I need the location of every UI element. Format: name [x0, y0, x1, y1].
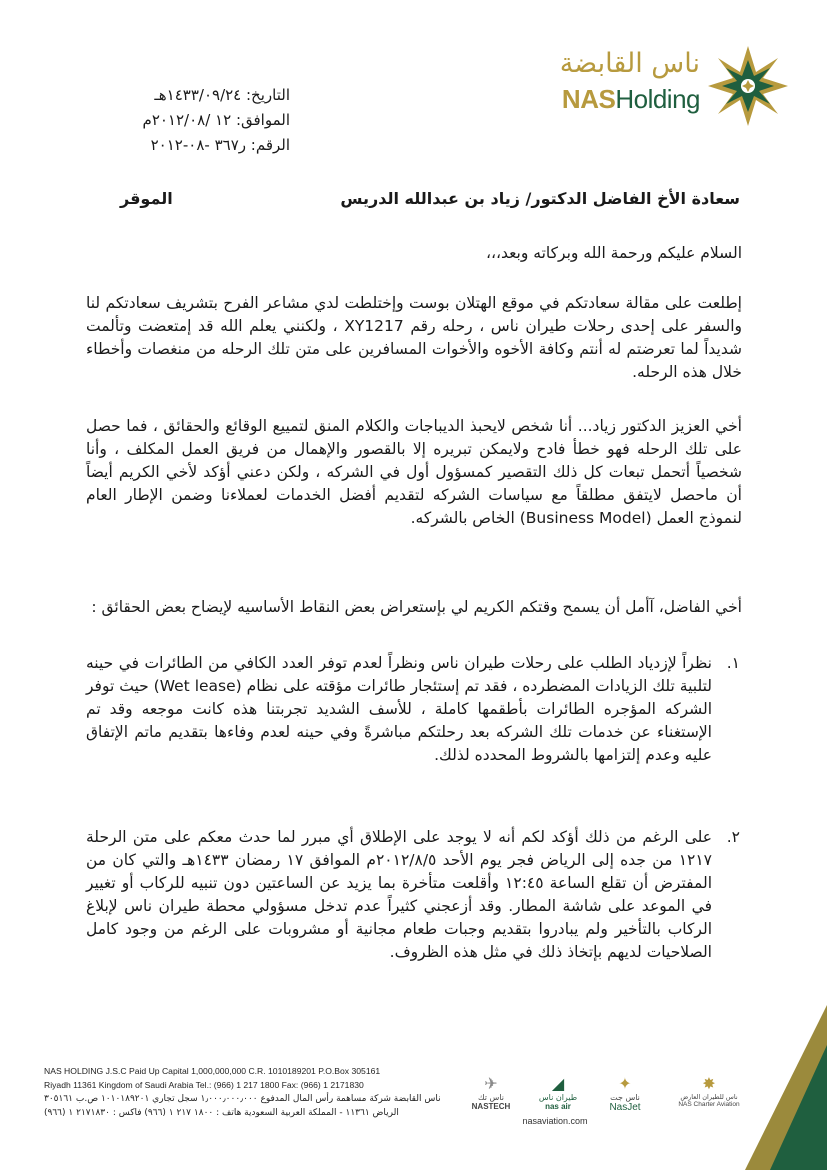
footer-english-address: [44, 1064, 464, 1092]
list-item-number: ٢.: [726, 828, 740, 846]
recipient-honorific: الموقر: [120, 189, 173, 208]
list-item-number: ١.: [726, 654, 740, 672]
footer-arabic-line: الرياض ١١٣٦١ - المملكة العربية السعودية هاتف : ١٨٠٠ ٢١٧ ١ (٩٦٦) فاكس : ٢١٧١٨٣٠ ١ (٩٦٦): [44, 1108, 399, 1118]
date-gregorian: الموافق: ١٢ /٢٠١٢/٠٨م: [142, 111, 290, 129]
footer-arabic-address: [44, 1092, 464, 1120]
list-item-text: على الرغم من ذلك أؤكد لكم أنه لا يوجد على الإطلاق أي مبرر لما حدث معكم على متن الرحلة ١٢١٧ من جده إلى الرياض فجر يوم الأحد ٢٠١٢/٨/٥م الموافق ١٧ رمضان ١٤٣٣هـ والتي كان من المفترض أن تقلع الساعة ١٢:٤٥ وأقلعت متأخرة بما يزيد عن الساعتين دون تنبيه للركاب أو تغيير في الموعد على شاشة المطار. وقد أزعجني كثيراً عدم تدخل مسؤولي محطة طيران ناس لإبلاغ الركاب بالتأخير ولم يبادروا بتقديم وجبات طعام مجانية أو مشروبات على الرغم من وجود كامل الصلاحيات لديهم بإتخاذ ذلك في مثل هذه الظروف.: [86, 828, 712, 961]
footer-arabic-line: ناس القابضة شركة مساهمة رأس المال المدفوع ١٫٠٠٠٫٠٠٠٫٠٠٠ سجل تجاري ١٠١٠١٨٩٢٠١ ص.ب ٣٠٥١٦١: [44, 1094, 441, 1104]
greeting: السلام عليكم ورحمة الله وبركاته وبعد،،،: [485, 244, 742, 262]
logo-arabic-text: ناس القابضة: [559, 48, 700, 79]
charter-star-icon: ✸: [702, 1074, 716, 1093]
logo-english-text: [522, 84, 700, 115]
nasjet-icon: ✦: [618, 1074, 632, 1093]
footer-english-line: NAS HOLDING J.S.C Paid Up Capital 1,000,000,000 C.R. 1010189201 P.O.Box 305161: [44, 1066, 381, 1076]
logo-holding: Holding: [615, 84, 700, 114]
brand-nasjet-logo: ✦ ناس جت NasJet: [600, 1075, 650, 1113]
brand-nasair-logo: ◢ طيران ناس nas air: [532, 1075, 584, 1111]
website-link[interactable]: nasaviation.com: [522, 1116, 588, 1126]
list-item: [86, 652, 742, 767]
nas-star-logo-icon: [706, 44, 790, 128]
brand-charter-logo: ✸ ناس للطيران العارض NAS Charter Aviation: [678, 1074, 740, 1108]
list-item: [86, 826, 742, 964]
date-hijri: التاريخ: ١٤٣٣/٠٩/٢٤هـ: [154, 86, 290, 104]
footer-english-line: Riyadh 11361 Kingdom of Saudi Arabia Tel.: (966) 1 217 1800 Fax: (966) 1 2171830: [44, 1080, 364, 1090]
nastech-icon: ✈: [484, 1074, 498, 1093]
brand-nastech-logo: ✈ ناس تك NASTECH: [466, 1075, 516, 1111]
logo-nas: NAS: [561, 84, 616, 114]
paragraph-2: أخي العزيز الدكتور زياد... أنا شخص لايحبذ الديباجات والكلام المنق لتمييع الوقائع والحقائق ، فما حصل على تلك الرحله فهو خطأ فادح ولايمكن تبريره إلا بالقصور والإهمال من فريق العمل المكلف ، وأنا شخصياً أتحمل تبعات كل ذلك التقصير كمسؤول أول في الشركه ، ولكن دعني أؤكد لأخي الكريم أيضاً أن ماحصل لايتفق مطلقاً مع سياسات الشركه لتقديم أفضل الخدمات لعملاءنا وضمن الإطار العام لنموذج العمل (Business Model) الخاص بالشركه.: [86, 417, 742, 527]
reference-number: الرقم: ر٣٦٧ -٠٨-٢٠١٢: [150, 136, 290, 154]
paragraph-3: أخي الفاضل، آأمل أن يسمح وقتكم الكريم لي بإستعراض بعض النقاط الأساسيه لإيضاح بعض الحقائق :: [91, 598, 742, 616]
list-item-text: نظراً لإزدياد الطلب على رحلات طيران ناس ونظراً لعدم توفر العدد الكافي من الطائرات في حينه لتلبية تلك الزيادات المضطرده ، فقد تم إستئجار طائرات مؤقته على نظام (Wet lease) حيث توفر الشركه المؤجره الطائرات بأطقمها كاملة ، للأسف الشديد تجربتنا هذه كانت موجعه وقد تم الإستغناء عن خدمات تلك الشركه بعد رحلتكم مباشرةً وفي حينه لعدم وفاءها بتقديم ماتم الإتفاق عليه وعدم إلتزامها بالشروط المحدده لذلك.: [86, 654, 712, 764]
nasair-icon: ◢: [551, 1074, 565, 1093]
paragraph-1: إطلعت على مقالة سعادتكم في موقع الهتلان بوست وإختلطت لدي مشاعر الفرح بتشريف سعادتكم لنا والسفر على إحدى رحلات طيران ناس ، رحله رقم XY1217 ، ولكنني يعلم الله قد إمتعضت وتألمت شديداً لما تعرضتم له أنتم وكافة الأخوه والأخوات المسافرين على متن تلك الرحله من منغصات وأخطاء خلال هذه الرحله.: [86, 294, 743, 381]
recipient-name: سعادة الأخ الفاضل الدكتور/ زياد بن عبدالله الدريس: [340, 189, 740, 208]
